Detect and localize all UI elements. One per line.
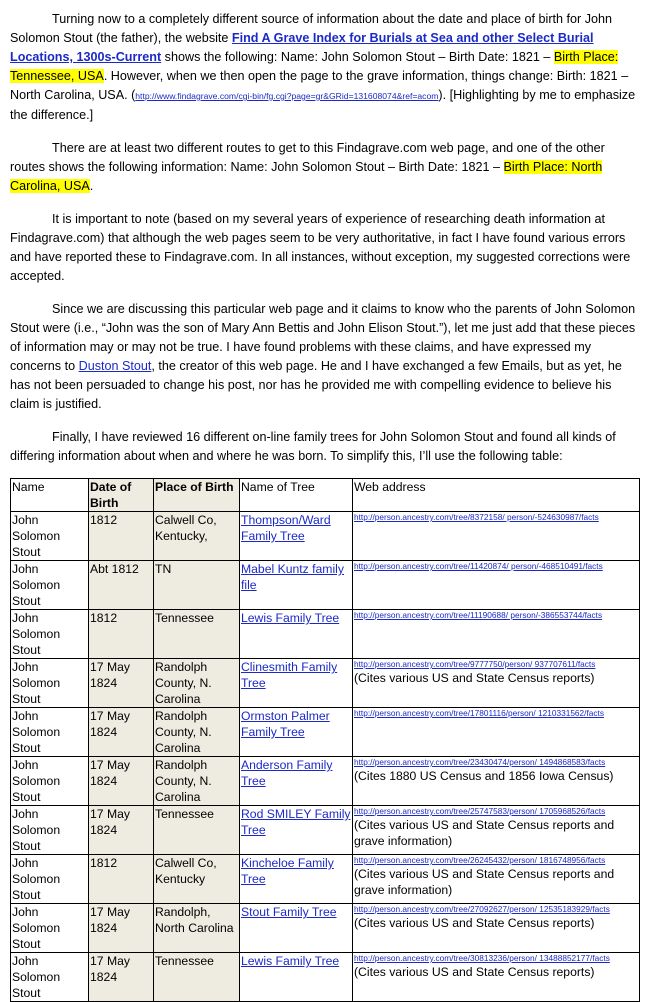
cell-web-address bbox=[353, 806, 640, 855]
family-trees-table bbox=[10, 478, 640, 1002]
tree-link[interactable]: Anderson Family Tree bbox=[241, 758, 333, 788]
table-row bbox=[11, 610, 640, 659]
cell-place-of-birth: Randolph County, N. Carolina bbox=[154, 708, 240, 757]
text: Turning now to a completely different source of information about the date and place of birth for John Solomon Stout (the father), the website bbox=[10, 12, 613, 45]
paragraph-two-routes bbox=[10, 139, 638, 196]
text: shows the following: Name: John Solomon Stout – Birth Date: 1821 – bbox=[161, 50, 554, 64]
cell-date-of-birth: 17 May 1824 bbox=[89, 904, 154, 953]
cell-date-of-birth: 17 May 1824 bbox=[89, 708, 154, 757]
highlight-birth-place-tennessee: Birth Place: Tennessee, USA bbox=[10, 50, 619, 83]
cell-name: John Solomon Stout bbox=[11, 904, 89, 953]
cell-web-address bbox=[353, 512, 640, 561]
find-a-grave-index-link[interactable]: Find A Grave Index for Burials at Sea and other Select Burial Locations, 1300s-Current bbox=[10, 31, 594, 64]
cell-web-address bbox=[353, 757, 640, 806]
web-address-link[interactable]: http://person.ancestry.com/tree/26245432/person/ 1816748956/facts bbox=[354, 855, 606, 865]
citation-note: (Cites various US and State Census reports) bbox=[354, 671, 595, 685]
text: Since we are discussing this particular web page and it claims to know who the parents of John Solomon Stout were (i.e., “John was the son of Mary Ann Bettis and John Elison Stout.”), let me just add that these pieces of information may or may not be true. I have found problems with these claims, and have expressed my concerns to bbox=[10, 302, 636, 373]
cell-place-of-birth: Tennessee bbox=[154, 806, 240, 855]
citation-note: (Cites various US and State Census reports and grave information) bbox=[354, 867, 615, 897]
cell-date-of-birth: 1812 bbox=[89, 610, 154, 659]
web-address-link[interactable]: http://person.ancestry.com/tree/11190688/ person/-386553744/facts bbox=[354, 610, 603, 620]
tree-link[interactable]: Mabel Kuntz family file bbox=[241, 562, 344, 592]
cell-place-of-birth: Calwell Co, Kentucky bbox=[154, 855, 240, 904]
cell-date-of-birth: 17 May 1824 bbox=[89, 953, 154, 1002]
web-address-link[interactable]: http://person.ancestry.com/tree/27092627/person/ 12535183929/facts bbox=[354, 904, 610, 914]
tree-link[interactable]: Stout Family Tree bbox=[241, 905, 337, 919]
table-row bbox=[11, 904, 640, 953]
citation-note: (Cites various US and State Census reports and grave information) bbox=[354, 818, 615, 848]
cell-tree-name bbox=[240, 904, 353, 953]
table-row bbox=[11, 757, 640, 806]
table-header-row bbox=[11, 479, 640, 512]
cell-name: John Solomon Stout bbox=[11, 708, 89, 757]
web-address-link[interactable]: http://person.ancestry.com/tree/23430474/person/ 1494868583/facts bbox=[354, 757, 606, 767]
cell-tree-name bbox=[240, 855, 353, 904]
cell-tree-name bbox=[240, 561, 353, 610]
cell-web-address bbox=[353, 610, 640, 659]
cell-tree-name bbox=[240, 610, 353, 659]
cell-name: John Solomon Stout bbox=[11, 610, 89, 659]
header-name: Name bbox=[11, 479, 89, 512]
cell-place-of-birth: Tennessee bbox=[154, 953, 240, 1002]
cell-name: John Solomon Stout bbox=[11, 806, 89, 855]
highlight-birth-place-north-carolina: Birth Place: North Carolina, USA bbox=[10, 160, 603, 193]
paragraph-parents-claim bbox=[10, 300, 638, 414]
tree-link[interactable]: Lewis Family Tree bbox=[241, 954, 340, 968]
text: ). [Highlighting by me to emphasize the difference.] bbox=[10, 88, 636, 122]
header-name-of-tree: Name of Tree bbox=[240, 479, 353, 512]
table-row bbox=[11, 659, 640, 708]
cell-date-of-birth: 17 May 1824 bbox=[89, 757, 154, 806]
tree-link[interactable]: Ormston Palmer Family Tree bbox=[241, 709, 330, 739]
cell-web-address bbox=[353, 855, 640, 904]
cell-place-of-birth: Tennessee bbox=[154, 610, 240, 659]
header-place-of-birth: Place of Birth bbox=[154, 479, 240, 512]
cell-place-of-birth: Randolph County, N. Carolina bbox=[154, 757, 240, 806]
citation-note: (Cites 1880 US Census and 1856 Iowa Census) bbox=[354, 769, 614, 783]
cell-date-of-birth: 1812 bbox=[89, 512, 154, 561]
tree-link[interactable]: Thompson/Ward Family Tree bbox=[241, 513, 331, 543]
cell-web-address bbox=[353, 953, 640, 1002]
cell-web-address bbox=[353, 708, 640, 757]
tree-link[interactable]: Rod SMILEY Family Tree bbox=[241, 807, 351, 837]
cell-name: John Solomon Stout bbox=[11, 953, 89, 1002]
web-address-link[interactable]: http://person.ancestry.com/tree/30813236/person/ 13488852177/facts bbox=[354, 953, 610, 963]
web-address-link[interactable]: http://person.ancestry.com/tree/8372158/ person/-524630987/facts bbox=[354, 512, 599, 522]
header-date-of-birth: Date of Birth bbox=[89, 479, 154, 512]
text: . bbox=[89, 179, 94, 193]
cell-tree-name bbox=[240, 512, 353, 561]
tree-link[interactable]: Kincheloe Family Tree bbox=[241, 856, 334, 886]
cell-web-address bbox=[353, 904, 640, 953]
table-row bbox=[11, 806, 640, 855]
paragraph-family-trees-intro: Finally, I have reviewed 16 different on-line family trees for John Solomon Stout and found all kinds of differing information about when and where he was born. To simplify this, I’ll use the following table: bbox=[10, 430, 616, 463]
paragraph-important-note: It is important to note (based on my several years of experience of researching death information at Findagrave.com) that although the web pages seem to be very authoritative, in fact I have found various errors and have reported these to Findagrave.com. In all instances, without exception, my suggested corrections were accepted. bbox=[10, 212, 631, 283]
web-address-link[interactable]: http://person.ancestry.com/tree/25747583/person/ 1705968526/facts bbox=[354, 806, 606, 816]
table-row bbox=[11, 953, 640, 1002]
cell-place-of-birth: Randolph County, N. Carolina bbox=[154, 659, 240, 708]
tree-link[interactable]: Clinesmith Family Tree bbox=[241, 660, 338, 690]
cell-place-of-birth: TN bbox=[154, 561, 240, 610]
cell-tree-name bbox=[240, 757, 353, 806]
cell-web-address bbox=[353, 659, 640, 708]
citation-note: (Cites various US and State Census reports) bbox=[354, 916, 595, 930]
cell-tree-name bbox=[240, 953, 353, 1002]
web-address-link[interactable]: http://person.ancestry.com/tree/11420874/ person/-468510491/facts bbox=[354, 561, 603, 571]
duston-stout-link[interactable]: Duston Stout bbox=[78, 359, 152, 373]
citation-note: (Cites various US and State Census reports) bbox=[354, 965, 595, 979]
findagrave-url-link[interactable]: http://www.findagrave.com/cgi-bin/fg.cgi?page=gr&GRid=131608074&ref=acom bbox=[135, 91, 439, 101]
web-address-link[interactable]: http://person.ancestry.com/tree/9777750/person/ 937707611/facts bbox=[354, 659, 596, 669]
cell-tree-name bbox=[240, 659, 353, 708]
cell-place-of-birth: Calwell Co, Kentucky, bbox=[154, 512, 240, 561]
cell-date-of-birth: 1812 bbox=[89, 855, 154, 904]
cell-name: John Solomon Stout bbox=[11, 512, 89, 561]
table-row bbox=[11, 561, 640, 610]
cell-date-of-birth: Abt 1812 bbox=[89, 561, 154, 610]
cell-tree-name bbox=[240, 708, 353, 757]
text: There are at least two different routes to get to this Findagrave.com web page, and one of the other routes shows the following information: Name: John Solomon Stout – Birth Date: 1821 – bbox=[10, 141, 605, 174]
text: . However, when we then open the page to the grave information, things change: Birth: 1821 – North Carolina, USA. ( bbox=[10, 69, 629, 102]
cell-name: John Solomon Stout bbox=[11, 561, 89, 610]
header-web-address: Web address bbox=[353, 479, 640, 512]
cell-name: John Solomon Stout bbox=[11, 855, 89, 904]
tree-link[interactable]: Lewis Family Tree bbox=[241, 611, 340, 625]
cell-tree-name bbox=[240, 806, 353, 855]
paragraph-findagrave-index bbox=[10, 10, 638, 125]
cell-web-address bbox=[353, 561, 640, 610]
cell-date-of-birth: 17 May 1824 bbox=[89, 806, 154, 855]
table-row bbox=[11, 855, 640, 904]
text: , the creator of this web page. He and I have exchanged a few Emails, but as yet, he has not been persuaded to change his post, nor has he provided me with compelling evidence to believe his claim is justified. bbox=[10, 359, 622, 411]
cell-place-of-birth: Randolph, North Carolina bbox=[154, 904, 240, 953]
cell-name: John Solomon Stout bbox=[11, 757, 89, 806]
cell-date-of-birth: 17 May 1824 bbox=[89, 659, 154, 708]
table-row bbox=[11, 512, 640, 561]
cell-name: John Solomon Stout bbox=[11, 659, 89, 708]
web-address-link[interactable]: http://person.ancestry.com/tree/17801116/person/ 1210331562/facts bbox=[354, 708, 604, 718]
table-row bbox=[11, 708, 640, 757]
